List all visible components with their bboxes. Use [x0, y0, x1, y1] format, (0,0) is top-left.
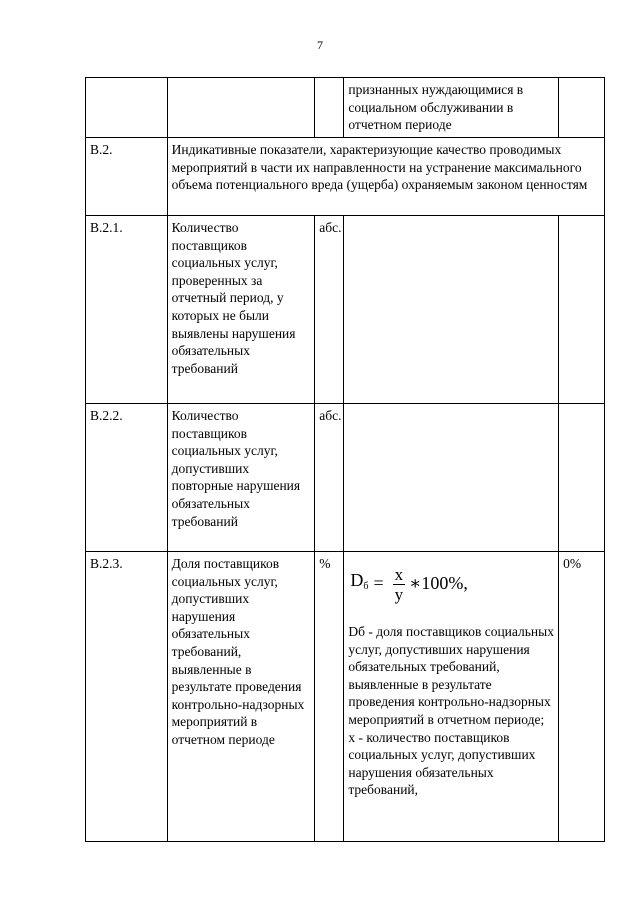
formula-denominator: y [394, 584, 404, 604]
cell-unit: абс. [315, 216, 344, 404]
cell-target [559, 78, 605, 138]
cell-name: Количество поставщиков социальных услуг, допустивших повторные нарушения обязательных требований [167, 404, 315, 552]
table-row [86, 216, 605, 404]
formula-equals: = [373, 573, 384, 594]
cell-unit [315, 78, 344, 138]
definition-line: x - количество поставщиков социальных услуг, допустивших нарушения обязательных требований, [348, 729, 536, 798]
cell-method [344, 216, 559, 404]
cell-code [86, 78, 168, 138]
cell-method: признанных нуждающимися в социальном обслуживании в отчетном периоде [344, 78, 559, 138]
cell-code: В.2. [86, 138, 168, 216]
cell-target [559, 216, 605, 404]
cell-code: В.2.2. [86, 404, 168, 552]
formula-lhs: $D_б$ [350, 570, 369, 593]
formula-rhs: ∗100%, [409, 573, 468, 594]
formula [350, 559, 554, 609]
formula-definitions [348, 623, 554, 799]
cell-unit: % [315, 552, 344, 842]
cell-method [344, 552, 559, 842]
definition-line: Dб - доля поставщиков социальных услуг, допустивших нарушения обязательных требований, выявленные в результате проведения контрольно-надзорных мероприятий в отчетном периоде; [348, 624, 554, 727]
section-title: Индикативные показатели, характеризующие качество проводимых мероприятий в части их направленности на устранение максимального объема потенциального вреда (ущерба) охраняемым законом ценностям [167, 138, 604, 216]
cell-name: Количество поставщиков социальных услуг, проверенных за отчетный период, у которых не были выявлены нарушения обязательных требований [167, 216, 315, 404]
table-row-section-b2 [86, 138, 605, 216]
table-row [86, 552, 605, 842]
cell-name [167, 78, 315, 138]
cell-target: 0% [559, 552, 605, 842]
table-row [86, 404, 605, 552]
indicators-table [85, 77, 605, 842]
cell-code: В.2.1. [86, 216, 168, 404]
cell-name: Доля поставщиков социальных услуг, допустивших нарушения обязательных требований, выявленные в результате проведения контрольно-надзорных мероприятий в отчетном периоде [167, 552, 315, 842]
formula-fraction [393, 565, 406, 604]
page-number: 7 [317, 38, 323, 52]
cell-unit: абс. [315, 404, 344, 552]
cell-method [344, 404, 559, 552]
formula-numerator: x [394, 564, 404, 584]
table-row-continuation [86, 78, 605, 138]
cell-code: В.2.3. [86, 552, 168, 842]
cell-target [559, 404, 605, 552]
